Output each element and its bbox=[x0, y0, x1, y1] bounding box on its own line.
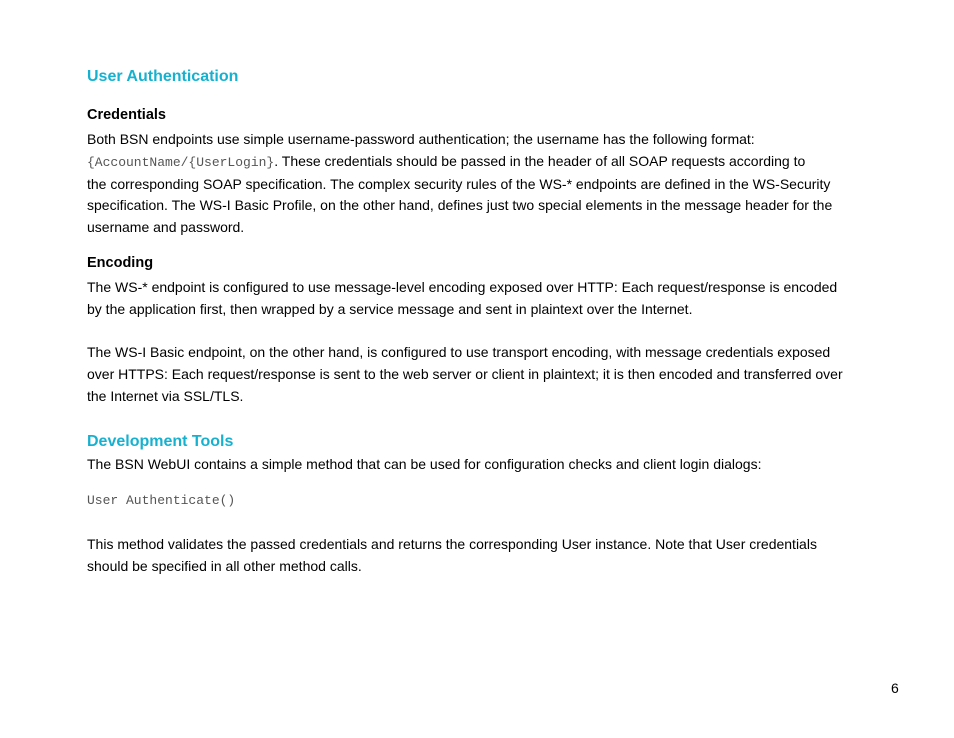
code-sample: User Authenticate() bbox=[87, 493, 236, 508]
encoding-paragraph-2 bbox=[87, 342, 877, 407]
credentials-line-2-text: . These credentials should be passed in the header of all SOAP requests according to bbox=[274, 152, 806, 169]
dev-tools-paragraph bbox=[87, 534, 877, 578]
heading-encoding: Encoding bbox=[87, 255, 154, 271]
credentials-line-5: username and password. bbox=[87, 219, 245, 236]
page-number: 6 bbox=[891, 680, 899, 696]
dev-tools-line-2: should be specified in all other method calls. bbox=[87, 557, 362, 574]
credentials-paragraph bbox=[87, 129, 877, 239]
encoding-p2-line-2: over HTTPS: Each request/response is sent to the web server or client in plaintext; it is then encoded and transferred over bbox=[87, 365, 843, 382]
credentials-line-2 bbox=[87, 151, 877, 174]
dev-tools-line-1: This method validates the passed credentials and returns the corresponding User instance. Note that User credentials bbox=[87, 536, 817, 552]
encoding-paragraph-1 bbox=[87, 277, 877, 321]
encoding-p2-line-1: The WS-I Basic endpoint, on the other hand, is configured to use transport encoding, with message credentials exposed bbox=[87, 344, 831, 360]
dev-tools-intro-line: The BSN WebUI contains a simple method that can be used for configuration checks and client login dialogs: bbox=[87, 456, 762, 472]
dev-tools-intro bbox=[87, 454, 877, 476]
encoding-p1-line-2: by the application first, then wrapped by a service message and sent in plaintext over the Internet. bbox=[87, 300, 693, 317]
credentials-line-1: Both BSN endpoints use simple username-password authentication; the username has the following format: bbox=[87, 131, 755, 147]
section-title-development-tools: Development Tools bbox=[87, 433, 234, 450]
credentials-line-3: the corresponding SOAP specification. The complex security rules of the WS-* endpoints are defined in the WS-Security bbox=[87, 175, 831, 192]
encoding-p2-line-3: the Internet via SSL/TLS. bbox=[87, 387, 244, 404]
heading-credentials: Credentials bbox=[87, 107, 166, 123]
account-format-code: {AccountName/{UserLogin} bbox=[87, 154, 275, 170]
section-title-user-authentication: User Authentication bbox=[87, 68, 239, 85]
encoding-p1-line-1: The WS-* endpoint is configured to use message-level encoding exposed over HTTP: Each request/response is encoded bbox=[87, 279, 838, 295]
credentials-line-4: specification. The WS-I Basic Profile, on the other hand, defines just two special elements in the message header for the bbox=[87, 197, 833, 214]
